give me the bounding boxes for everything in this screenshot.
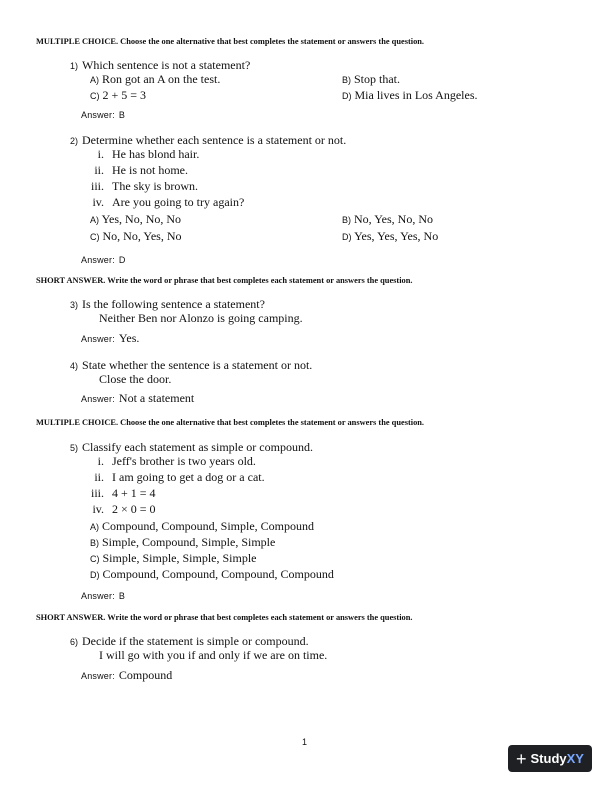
question-number: 5) [70,443,79,453]
answer-value: Compound [118,668,173,682]
option-b: B) Stop that. [342,72,401,86]
option-c: C) No, No, Yes, No [90,229,182,243]
answer-value: Yes. [118,331,140,345]
brand-name: StudyXY [530,751,584,766]
question-text: Decide if the statement is simple or compound. [82,634,309,648]
question-text: Which sentence is not a statement? [82,58,251,72]
list-item: ii. I am going to get a dog or a cat. [94,470,265,484]
list-item: iv. 2 × 0 = 0 [92,502,156,516]
section-header-short-answer: SHORT ANSWER. Write the word or phrase that best completes each statement or answers the question. [36,276,413,285]
list-item: iv. Are you going to try again? [92,195,245,209]
question-text: Is the following sentence a statement? [82,297,265,311]
question-sub-text: Close the door. [99,372,172,386]
list-item: iii. 4 + 1 = 4 [90,486,156,500]
question-number: 3) [70,300,79,310]
question-number: 1) [70,61,79,71]
question-number: 6) [70,637,79,647]
list-item: i. He has blond hair. [97,147,200,161]
question-sub-text: I will go with you if and only if we are on time. [99,648,328,662]
page-number: 1 [302,737,308,747]
question-sub-text: Neither Ben nor Alonzo is going camping. [99,311,303,325]
option-b: B) No, Yes, No, No [342,212,434,226]
list-item: iii. The sky is brown. [90,179,198,193]
option-c: C) 2 + 5 = 3 [90,88,147,102]
option-b: B) Simple, Compound, Simple, Simple [90,535,276,549]
option-c: C) Simple, Simple, Simple, Simple [90,551,257,565]
answer-line: Answer: D [81,255,126,265]
option-a: A) Compound, Compound, Simple, Compound [90,519,315,533]
question-text: Classify each statement as simple or compound. [82,440,313,454]
studyxy-badge[interactable] [508,745,592,772]
answer-line: Answer: Not a statement [81,391,195,405]
list-item: i. Jeff's brother is two years old. [97,454,256,468]
answer-line: Answer: Yes. [81,331,140,345]
answer-value: B [118,591,126,601]
option-d: D) Yes, Yes, Yes, No [342,229,439,243]
answer-line: Answer: B [81,110,126,120]
option-d: D) Compound, Compound, Compound, Compound [90,567,334,581]
list-item: ii. He is not home. [94,163,188,177]
answer-value: Not a statement [118,391,195,405]
answer-line: Answer: Compound [81,668,173,682]
answer-value: D [118,255,126,265]
question-number: 4) [70,361,79,371]
option-a: A) Yes, No, No, No [90,212,182,226]
section-header-multiple-choice: MULTIPLE CHOICE. Choose the one alternative that best completes the statement or answers the question. [36,37,425,46]
question-text: State whether the sentence is a statement or not. [82,358,313,372]
option-d: D) Mia lives in Los Angeles. [342,88,478,102]
plus-icon: + [516,748,527,769]
question-number: 2) [70,136,79,146]
answer-line: Answer: B [81,591,126,601]
answer-value: B [118,110,126,120]
option-a: A) Ron got an A on the test. [90,72,221,86]
section-header-multiple-choice: MULTIPLE CHOICE. Choose the one alternative that best completes the statement or answers the question. [36,418,425,427]
section-header-short-answer: SHORT ANSWER. Write the word or phrase that best completes each statement or answers the question. [36,613,413,622]
question-text: Determine whether each sentence is a statement or not. [82,133,347,147]
